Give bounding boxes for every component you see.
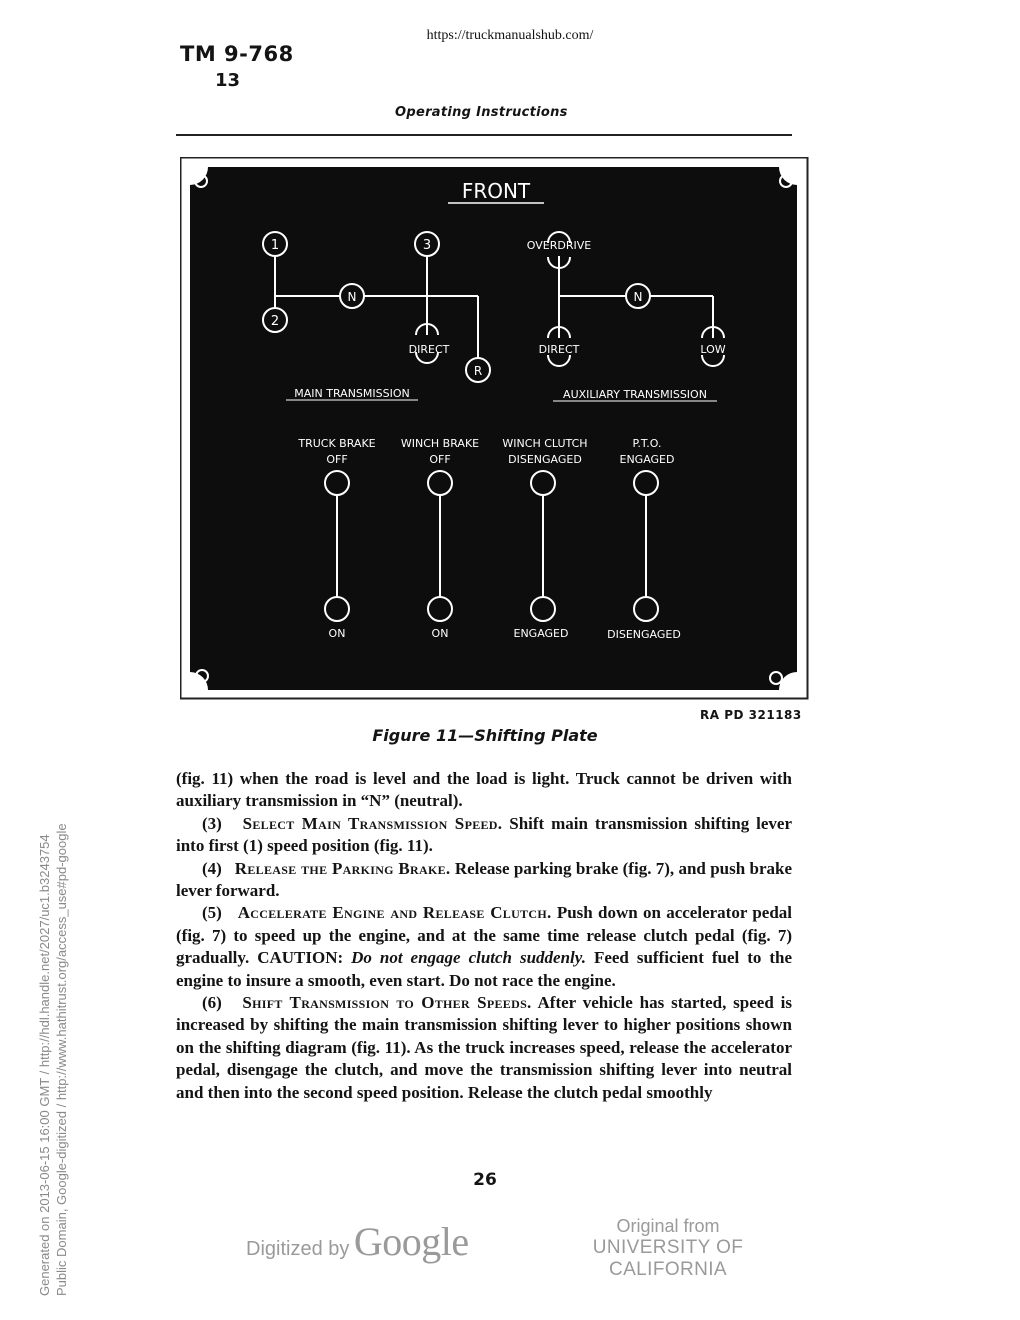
paragraph-3-heading: Select Main Transmission Speed.	[242, 813, 503, 833]
header-rule	[176, 134, 792, 136]
main-position-1: 1	[270, 238, 280, 253]
original-from	[557, 1216, 779, 1281]
paragraph-continued: (fig. 11) when the road is level and the load is light. Truck cannot be driven with auxiliary transmission in “N” (neutral).	[176, 769, 792, 811]
caution-label: CAUTION:	[257, 948, 344, 968]
page-number: 26	[473, 1170, 497, 1190]
front-label: FRONT	[461, 179, 531, 203]
aux-position-neutral: N	[633, 290, 643, 304]
paragraph-4-heading: Release the Parking Brake.	[234, 858, 451, 878]
ra-pd-number: RA PD 321183	[700, 708, 802, 722]
section-number: 13	[215, 70, 241, 91]
body-text	[176, 768, 792, 1104]
lever-2-bottom: ON	[431, 627, 449, 640]
digitized-by-google	[246, 1218, 469, 1265]
paragraph-6-heading: Shift Transmission to Other Speeds.	[242, 993, 532, 1013]
lever-3-top1: WINCH CLUTCH	[502, 437, 588, 450]
paragraph-6: (6) Shift Transmission to Other Speeds. After vehicle has started, speed is increased by shifting the main transmission shifting lever to higher positions shown on the shifting diagram (fig. 11). As the truck increases speed, release the accelerator pedal, disengage the clutch, and move the transmission shifting lever into neutral and then into the second speed position. Release the clutch pedal smoothly	[176, 993, 792, 1102]
main-transmission-label: MAIN TRANSMISSION	[294, 387, 410, 400]
paragraph-3: (3) Select Main Transmission Speed. Shift main transmission shifting lever into first (1) speed position (fig. 11).	[176, 813, 792, 856]
figure-caption: Figure 11—Shifting Plate	[372, 726, 598, 745]
aux-position-low: LOW	[700, 343, 726, 356]
source-url: https://truckmanualshub.com/	[426, 28, 594, 43]
sidenote-line-1: Generated on 2013-06-15 16:00 GMT / http://hdl.handle.net/2027/uc1.b3243754	[37, 834, 52, 1296]
running-head: Operating Instructions	[395, 105, 568, 120]
main-position-3: 3	[422, 238, 432, 253]
caution-text: Do not engage clutch suddenly.	[351, 948, 586, 968]
aux-position-direct: DIRECT	[538, 343, 580, 356]
aux-transmission-label: AUXILIARY TRANSMISSION	[563, 388, 707, 401]
lever-3-top2: DISENGAGED	[508, 453, 582, 466]
original-line-2: UNIVERSITY OF CALIFORNIA	[592, 1237, 744, 1280]
lever-2-top1: WINCH BRAKE	[400, 437, 480, 450]
aux-position-overdrive: OVERDRIVE	[526, 239, 592, 252]
main-position-2: 2	[270, 314, 280, 329]
lever-4-top2: ENGAGED	[619, 453, 675, 466]
sidenote-line-2: Public Domain, Google-digitized / http://www.hathitrust.org/access_use#pd-google	[54, 823, 69, 1296]
paragraph-5: (5) Accelerate Engine and Release Clutch. Push down on accelerator pedal (fig. 7) to speed up the engine, and at the same time release clutch pedal (fig. 7) gradually. CAUTION: Do not engage clutch suddenly. Feed sufficient fuel to the engine to insure a smooth, even start. Do not race the engine.	[176, 903, 793, 990]
lever-2-top2: OFF	[429, 453, 451, 466]
google-wordmark: Google	[353, 1219, 469, 1264]
lever-1-bottom: ON	[328, 627, 346, 640]
lever-1-top1: TRUCK BRAKE	[298, 437, 376, 450]
lever-4-top1: P.T.O.	[632, 437, 662, 450]
lever-1-top2: OFF	[326, 453, 348, 466]
paragraph-5-heading: Accelerate Engine and Release Clutch.	[237, 903, 552, 923]
main-position-reverse: R	[473, 364, 483, 378]
original-line-1: Original from	[616, 1216, 720, 1236]
lever-3-bottom: ENGAGED	[513, 627, 569, 640]
digitized-prefix: Digitized by	[246, 1238, 350, 1260]
tm-number: TM 9-768	[180, 42, 294, 66]
lever-4-bottom: DISENGAGED	[607, 628, 681, 641]
main-position-direct: DIRECT	[408, 343, 450, 356]
paragraph-4: (4) Release the Parking Brake. Release parking brake (fig. 7), and push brake lever forward.	[176, 858, 793, 901]
hathitrust-sidenote	[36, 796, 70, 1296]
main-position-neutral: N	[347, 290, 357, 304]
shifting-plate-figure	[180, 157, 810, 700]
